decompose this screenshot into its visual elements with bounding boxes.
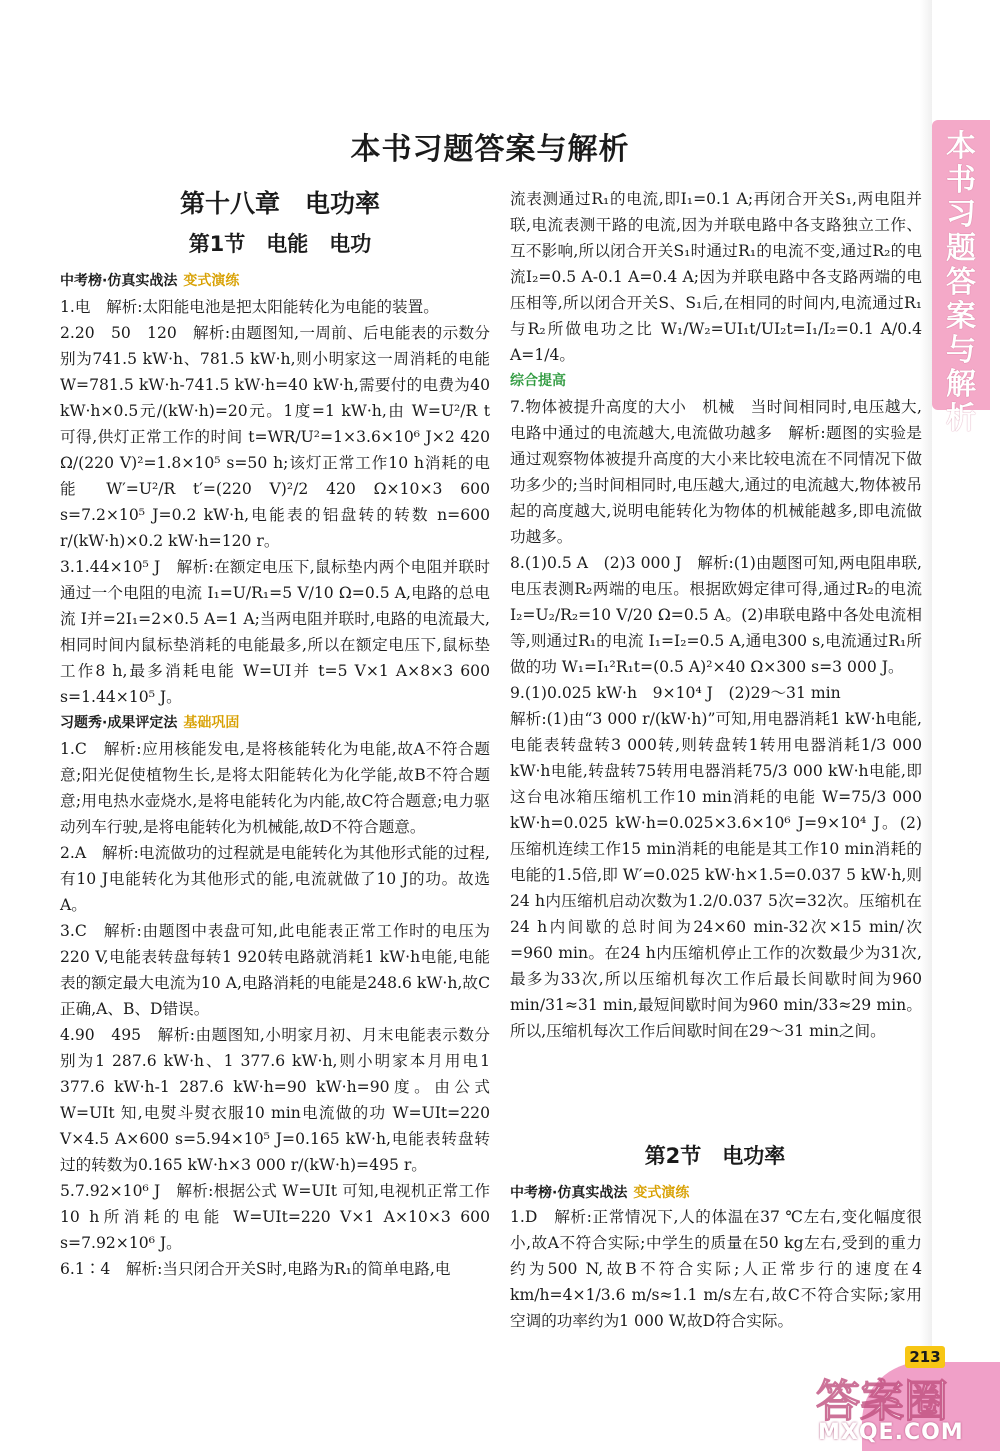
section-heading <box>510 1182 922 1202</box>
chapter-title: 第十八章 电功率 <box>179 189 380 218</box>
answer-item: 5.7.92×10⁶ J 解析:根据公式 W=UIt 可知,电视机正常工作10 h所消耗的电能 W=UIt=220 V×1 A×10×3 600 s=7.92×10⁶ J。 <box>60 1182 490 1252</box>
right-column-bottom <box>510 1204 922 1334</box>
heading-tag: 变式演练 <box>633 1185 690 1201</box>
section-heading <box>60 710 490 736</box>
heading-label: 中考榜·仿真实战法 <box>510 1185 628 1201</box>
heading-label: 中考榜·仿真实战法 <box>60 273 178 289</box>
answer-item: 9.(1)0.025 kW·h 9×10⁴ J (2)29～31 min <box>510 684 841 702</box>
page-number: 213 <box>905 1346 945 1368</box>
right-column <box>510 186 922 1044</box>
answer-item: 8.(1)0.5 A (2)3 000 J 解析:(1)由题图可知,两电阻串联,电压表测R₂两端的电压。根据欧姆定律可得,通过R₂的电流 I₂=U₂/R₂=10 V/20 Ω=0.5 A。(2)串联电路中各处电流相等,则通过R₁的电流 I₁=I₂=0.5 A,通电300 s,电流通过R₁所做的功 W₁=I₁²R₁t=(0.5 A)²×40 Ω×300 s=3 000 J。 <box>510 554 922 676</box>
answer-item: 解析:(1)由“3 000 r/(kW·h)”可知,用电器消耗1 kW·h电能,电能表转盘转3 000转,则转盘转1转用电器消耗1/3 000 kW·h电能,转盘转75转用电器消耗75/3 000 kW·h电能,即这台电冰箱压缩机工作10 min消耗的电能 W=75/3 000 kW·h=0.025 kW·h=0.025×3.6×10⁶ J=9×10⁴ J。(2)压缩机连续工作15 min消耗的电能是其工作10 min消耗的电能的1.5倍,即 W′=0.025 kW·h×1.5=0.037 5 kW·h,则24 h内压缩机启动次数为1.2/0.037 5次=32次。压缩机在24 h内间歇的总时间为24×60 min-32次×15 min/次=960 min。在24 h内压缩机停止工作的次数最少为31次,最多为33次,所以压缩机每次工作后最长间歇时间为960 min/31≈31 min,最短间歇时间为960 min/33≈29 min。所以,压缩机每次工作后间歇时间在29～31 min之间。 <box>510 710 922 1040</box>
answer-item: 2.A 解析:电流做功的过程就是电能转化为其他形式能的过程,有10 J电能转化为其他形式的能,电流就做了10 J的功。故选A。 <box>60 844 490 914</box>
answer-item: 3.1.44×10⁵ J 解析:在额定电压下,鼠标垫内两个电阻并联时通过一个电阻的电流 I₁=U/R₁=5 V/10 Ω=0.5 A,电路的总电流 I并=2I₁=2×0.5 A=1 A;当两电阻并联时,电路的电流最大,相同时间内鼠标垫消耗的电能最多,所以在额定电压下,鼠标垫工作8 h,最多消耗电能 W=UI并 t=5 V×1 A×8×3 600 s=1.44×10⁵ J。 <box>60 558 490 706</box>
heading-tag: 变式演练 <box>183 273 240 289</box>
watermark-logo <box>812 1368 992 1428</box>
answer-item: 1.C 解析:应用核能发电,是将核能转化为电能,故A不符合题意;阳光促使植物生长,是将太阳能转化为化学能,故B不符合题意;用电热水壶烧水,是将电能转化为内能,故C符合题意;电力驱动列车行驶,是将电能转化为机械能,故D不符合题意。 <box>60 740 490 836</box>
section-heading <box>60 268 490 294</box>
answer-item: 流表测通过R₁的电流,即I₁=0.1 A;再闭合开关S₁,两电阻并联,电流表测干路的电流,因为并联电路中各支路独立工作、互不影响,所以闭合开关S₁时通过R₁的电流不变,通过R₂的电流I₂=0.5 A-0.1 A=0.4 A;因为并联电路中各支路两端的电压相等,所以闭合开关S、S₁后,在相同的时间内,电流通过R₁与R₂所做电功之比 W₁/W₂=UI₁t/UI₂t=I₁/I₂=0.1 A/0.4 A=1/4。 <box>510 190 922 364</box>
answer-item: 7.物体被提升高度的大小 机械 当时间相同时,电压越大,电路中通过的电流越大,电流做功越多 解析:题图的实验是通过观察物体被提升高度的大小来比较电流在不同情况下做功多少的;当时间相同时,电压越大,通过的电流越大,物体被吊起的高度越大,说明电能转化为物体的机械能越多,即电流做功越多。 <box>510 398 922 546</box>
page-title: 本书习题答案与解析 <box>350 132 630 167</box>
watermark-url: MXQE.COM <box>818 1420 964 1445</box>
answer-item: 4.90 495 解析:由题图知,小明家月初、月末电能表示数分别为1 287.6 kW·h、1 377.6 kW·h,则小明家本月用电1 377.6 kW·h-1 287.6 kW·h=90 kW·h=90度。由公式 W=UIt 知,电熨斗熨衣服10 min电流做的功 W=UIt=220 V×4.5 A×600 s=5.94×10⁵ J=0.165 kW·h,电能表转盘转过的转数为0.165 kW·h×3 000 r/(kW·h)=495 r。 <box>60 1026 490 1174</box>
heading-label: 习题秀·成果评定法 <box>60 715 178 731</box>
section-title-2: 第2节 电功率 <box>644 1144 786 1168</box>
watermark-logo-text: 答案圈 <box>816 1376 948 1427</box>
section-title-1: 第1节 电能 电功 <box>188 232 372 256</box>
heading-tag: 基础巩固 <box>183 715 240 731</box>
answer-item: 2.20 50 120 解析:由题图知,一周前、后电能表的示数分别为741.5 kW·h、781.5 kW·h,则小明家这一周消耗的电能 W=781.5 kW·h-741.5 kW·h=40 kW·h,需要付的电费为40 kW·h×0.5元/(kW·h)=20元。1度=1 kW·h,由 W=U²/R t 可得,供灯正常工作的时间 t=WR/U²=1×3.6×10⁶ J×2 420 Ω/(220 V)²=1.8×10⁵ s=50 h;该灯正常工作10 h消耗的电能 W′=U²/R t′=(220 V)²/2 420 Ω×10×3 600 s=7.2×10⁵ J=0.2 kW·h,电能表的铝盘转的转数 n=600 r/(kW·h)×0.2 kW·h=120 r。 <box>60 324 490 550</box>
side-tab-label: 本书习题答案与解析 <box>946 129 976 436</box>
left-column <box>60 268 490 1282</box>
answer-item: 6.1∶4 解析:当只闭合开关S时,电路为R₁的简单电路,电 <box>60 1260 451 1278</box>
section-heading: 综合提高 <box>510 373 566 389</box>
answer-item: 1.电 解析:太阳能电池是把太阳能转化为电能的装置。 <box>60 298 439 316</box>
answer-item: 3.C 解析:由题图中表盘可知,此电能表正常工作时的电压为220 V,电能表转盘每转1 920转电路就消耗1 kW·h电能,电能表的额定最大电流为10 A,电路消耗的电能是248.6 kW·h,故C正确,A、B、D错误。 <box>60 922 490 1018</box>
answer-item: 1.D 解析:正常情况下,人的体温在37 ℃左右,变化幅度很小,故A不符合实际;中学生的质量在50 kg左右,受到的重力约为500 N,故B不符合实际;人正常步行的速度在4 km/h=4×1/3.6 m/s≈1.1 m/s左右,故C不符合实际;家用空调的功率约为1 000 W,故D符合实际。 <box>510 1208 922 1330</box>
